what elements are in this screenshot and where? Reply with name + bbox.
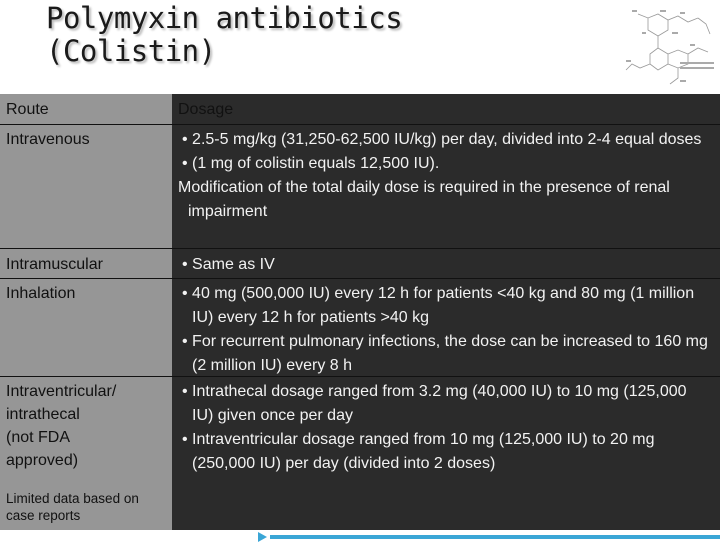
header-route: Route (6, 101, 49, 118)
limited-data-note: Limited data based on case reports (6, 491, 139, 523)
chemical-structure-image (618, 4, 718, 90)
row-divider (0, 124, 720, 125)
dosage-line: • Intrathecal dosage ranged from 3.2 mg (40,000 IU) to 10 mg (125,000 IU) given once per day (182, 383, 687, 424)
route-intravenous: Intravenous (6, 131, 90, 148)
row-divider (0, 248, 720, 249)
route-intramuscular: Intramuscular (6, 256, 103, 273)
route-inhalation: Inhalation (6, 285, 76, 302)
dosage-line: • (1 mg of colistin equals 12,500 IU). (182, 155, 440, 172)
title-line-2: (Colistin) (46, 34, 216, 68)
route-line: approved) (6, 452, 79, 469)
dosage-inhalation (178, 282, 716, 378)
dosage-line: • Intraventricular dosage ranged from 10 mg (125,000 IU) to 20 mg (250,000 IU) per day (divided into 2 doses) (182, 431, 655, 472)
dosage-line: • Same as IV (182, 256, 275, 273)
route-line: (not FDA (6, 429, 71, 446)
dosage-intraventricular (178, 380, 712, 476)
route-line: intrathecal (6, 406, 80, 423)
dosage-line: • 2.5-5 mg/kg (31,250-62,500 IU/kg) per day, divided into 2-4 equal doses (182, 131, 702, 148)
page-title (46, 2, 402, 68)
title-line-1: Polymyxin antibiotics (46, 1, 403, 35)
row-divider (0, 376, 720, 377)
row-divider (0, 278, 720, 279)
dosage-line: Modification of the total daily dose is required in the presence of renal impairment (178, 179, 670, 220)
header-dosage: Dosage (178, 101, 234, 118)
dosage-line: • 40 mg (500,000 IU) every 12 h for patients <40 kg and 80 mg (1 million IU) every 12 h for patients >40 kg (182, 285, 695, 326)
dosage-line: • For recurrent pulmonary infections, the dose can be increased to 160 mg (2 million IU) every 8 h (182, 333, 708, 374)
footer-accent-bar (270, 535, 720, 539)
route-line: Intraventricular/ (6, 383, 117, 400)
dosage-intramuscular (178, 253, 708, 277)
dosage-intravenous (178, 128, 708, 224)
route-intraventricular (6, 380, 116, 472)
arrow-icon (258, 532, 267, 542)
dosage-table (0, 94, 720, 530)
